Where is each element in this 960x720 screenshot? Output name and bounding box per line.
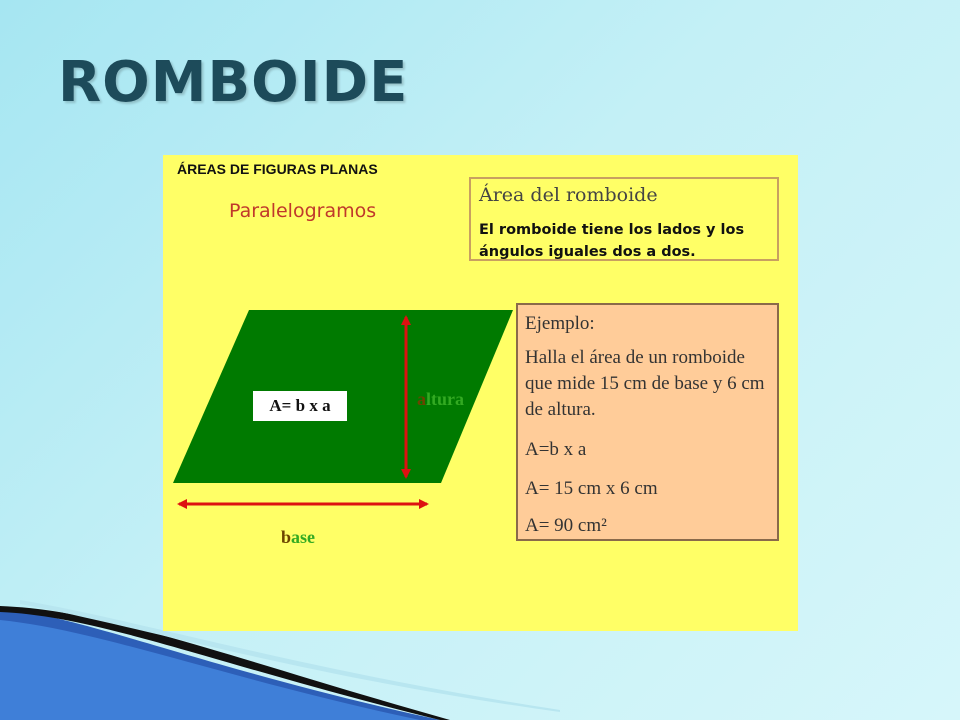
example-box: [516, 303, 779, 541]
base-label: [281, 527, 315, 548]
base-label-first: b: [281, 527, 292, 547]
example-step-2: A= 15 cm x 6 cm: [525, 478, 658, 499]
lesson-panel: [163, 155, 798, 631]
formula-label: A= b x a: [253, 391, 347, 421]
height-label: [417, 389, 464, 410]
base-label-rest: ase: [291, 527, 316, 547]
panel-heading: ÁREAS DE FIGURAS PLANAS: [177, 161, 378, 177]
height-label-first: a: [417, 389, 426, 409]
example-problem: Halla el área de un romboide que mide 15 cm de base y 6 cm de altura.: [525, 347, 765, 420]
parallelogram-figure: [163, 155, 523, 535]
definition-text: El romboide tiene los lados y los ángulos iguales dos a dos.: [479, 222, 745, 260]
definition-title: Área del romboide: [479, 184, 658, 206]
slide-title: ROMBOIDE: [58, 50, 409, 115]
example-step-1: A=b x a: [525, 439, 587, 460]
example-title: Ejemplo:: [525, 313, 595, 334]
panel-subheading: Paralelogramos: [229, 200, 377, 222]
height-label-rest: ltura: [426, 389, 464, 409]
example-step-3: A= 90 cm²: [525, 515, 607, 536]
